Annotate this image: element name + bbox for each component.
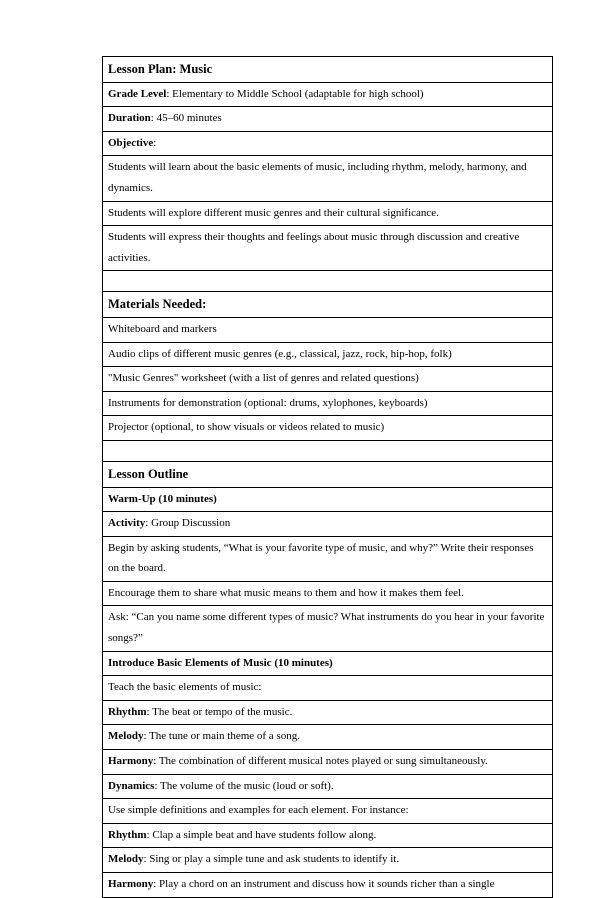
materials-item: "Music Genres" worksheet (with a list of genres and related questions): [103, 367, 553, 392]
table-row: [103, 226, 553, 271]
materials-item: Instruments for demonstration (optional: drums, xylophones, keyboards): [103, 391, 553, 416]
table-row: [103, 156, 553, 201]
table-row: [103, 581, 553, 606]
example-term: Rhythm: [108, 828, 147, 841]
materials-heading: Materials Needed:: [103, 292, 553, 318]
warmup-item: Encourage them to share what music means to them and how it makes them feel.: [103, 581, 553, 606]
definition-text: : The volume of the music (loud or soft).: [154, 779, 334, 792]
activity-label: Activity: [108, 517, 146, 530]
page-title: Lesson Plan: Music: [103, 57, 553, 83]
table-row: [103, 606, 553, 651]
definition-term: Harmony: [108, 755, 154, 768]
table-row: [103, 487, 553, 512]
definition-text: : The tune or main theme of a song.: [143, 730, 300, 743]
grade-level-value: : Elementary to Middle School (adaptable for high school): [166, 87, 424, 100]
table-row: [103, 57, 553, 83]
duration-cell: [103, 107, 553, 132]
example-cell: [103, 823, 553, 848]
table-row: [103, 461, 553, 487]
table-row: [103, 536, 553, 581]
blank-row: [103, 271, 553, 292]
warmup-activity-cell: [103, 512, 553, 537]
activity-value: : Group Discussion: [145, 517, 231, 530]
blank-cell: [103, 271, 553, 292]
materials-item: Projector (optional, to show visuals or videos related to music): [103, 416, 553, 441]
table-row: [103, 416, 553, 441]
definition-cell: [103, 774, 553, 799]
warmup-item: Ask: “Can you name some different types of music? What instruments do you hear in your favorite songs?”: [103, 606, 553, 651]
table-row: [103, 799, 553, 824]
definition-term: Dynamics: [108, 779, 155, 792]
materials-item: Audio clips of different music genres (e.g., classical, jazz, rock, hip-hop, folk): [103, 342, 553, 367]
table-row: [103, 725, 553, 750]
table-row: [103, 512, 553, 537]
table-row: [103, 317, 553, 342]
table-row: [103, 201, 553, 226]
objective-suffix: :: [153, 136, 157, 149]
table-row: [103, 292, 553, 318]
table-row: [103, 342, 553, 367]
blank-cell: [103, 440, 553, 461]
table-row: [103, 82, 553, 107]
table-row: [103, 774, 553, 799]
example-cell: [103, 848, 553, 873]
table-row: [103, 676, 553, 701]
definition-cell: [103, 725, 553, 750]
examples-intro: Use simple definitions and examples for each element. For instance:: [103, 799, 553, 824]
example-term: Melody: [108, 853, 144, 866]
objective-item: Students will learn about the basic elements of music, including rhythm, melody, harmony, and dynamics.: [103, 156, 553, 201]
duration-label: Duration: [108, 112, 151, 125]
table-row: [103, 848, 553, 873]
example-text: : Clap a simple beat and have students follow along.: [146, 828, 377, 841]
objective-label: Objective: [108, 136, 154, 149]
lesson-plan-table: [102, 56, 553, 898]
duration-value: : 45–60 minutes: [150, 112, 222, 125]
table-row: [103, 131, 553, 156]
elements-intro: Teach the basic elements of music:: [103, 676, 553, 701]
table-row: [103, 367, 553, 392]
table-row: [103, 651, 553, 676]
example-term: Harmony: [108, 878, 154, 890]
table-row: [103, 750, 553, 775]
example-cell: [103, 873, 553, 898]
objective-cell: [103, 131, 553, 156]
definition-term: Melody: [108, 730, 144, 743]
table-row: [103, 391, 553, 416]
example-text: : Play a chord on an instrument and discuss how it sounds richer than a single: [153, 878, 495, 890]
definition-term: Rhythm: [108, 705, 147, 718]
outline-heading: Lesson Outline: [103, 461, 553, 487]
elements-heading: Introduce Basic Elements of Music (10 minutes): [103, 651, 553, 676]
definition-text: : The beat or tempo of the music.: [146, 705, 293, 718]
table-row: [103, 700, 553, 725]
example-text: : Sing or play a simple tune and ask students to identify it.: [143, 853, 400, 866]
table-row: [103, 823, 553, 848]
blank-row: [103, 440, 553, 461]
warmup-heading: Warm-Up (10 minutes): [103, 487, 553, 512]
definition-text: : The combination of different musical notes played or sung simultaneously.: [153, 755, 488, 768]
table-row: [103, 873, 553, 898]
table-row: [103, 107, 553, 132]
grade-level-cell: [103, 82, 553, 107]
grade-level-label: Grade Level: [108, 87, 167, 100]
definition-cell: [103, 750, 553, 775]
materials-item: Whiteboard and markers: [103, 317, 553, 342]
objective-item: Students will express their thoughts and feelings about music through discussion and creative activities.: [103, 226, 553, 271]
warmup-item: Begin by asking students, “What is your favorite type of music, and why?” Write their responses on the board.: [103, 536, 553, 581]
definition-cell: [103, 700, 553, 725]
objective-item: Students will explore different music genres and their cultural significance.: [103, 201, 553, 226]
